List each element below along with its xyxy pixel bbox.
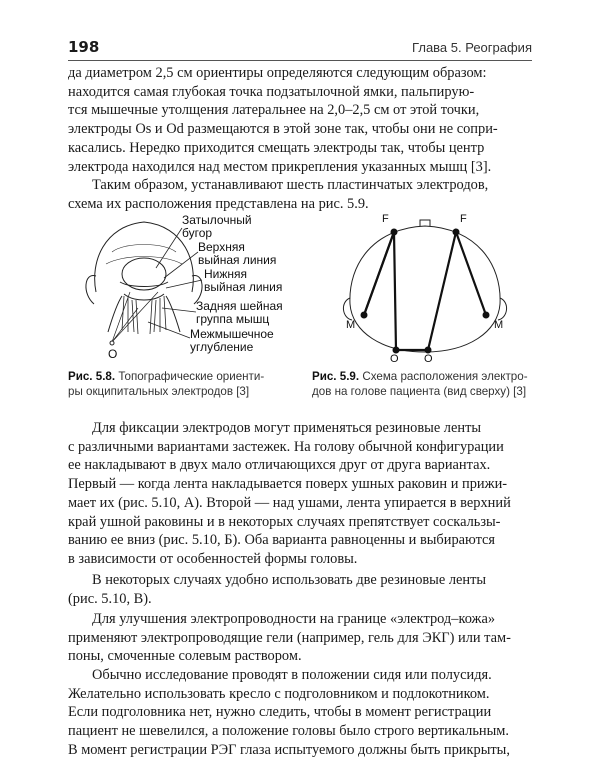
label-neck-1: Задняя шейная bbox=[196, 299, 283, 313]
caption-label: Рис. 5.9. bbox=[312, 370, 360, 383]
label-inter-1: Межмышечное bbox=[190, 327, 274, 341]
text-line: тся мышечные утолщения латеральнее на 2,0–2,5 см от этой точки, bbox=[68, 102, 480, 119]
running-head: Глава 5. Реография bbox=[412, 40, 532, 55]
label-electrode-o: O bbox=[108, 347, 118, 361]
electrode-m-right bbox=[483, 312, 490, 319]
electrode-dots bbox=[361, 229, 490, 354]
label-neck-2: группа мышц bbox=[196, 312, 270, 326]
text-line: Если подголовника нет, нужно следить, чтобы в момент регистрации bbox=[68, 704, 492, 721]
caption-text: Схема расположения электро- bbox=[362, 370, 528, 383]
caption-text: ры окципитальных электродов [3] bbox=[68, 384, 250, 398]
text-line: да диаметром 2,5 см ориентиры определяются следующим образом: bbox=[68, 65, 487, 81]
label-inter-2: углубление bbox=[190, 340, 254, 354]
text-line: ее накладывают в двух мало отличающихся друг от друга вариантах. bbox=[68, 457, 491, 474]
label-o-left: O bbox=[390, 353, 399, 362]
figure-5-8-caption bbox=[68, 370, 298, 399]
head-top-view bbox=[343, 220, 506, 352]
label-f-left: F bbox=[382, 213, 389, 225]
label-f-right: F bbox=[460, 213, 467, 225]
text-line: поны, смоченные солевым раствором. bbox=[68, 648, 302, 665]
paragraph-2 bbox=[68, 176, 532, 213]
text-line: мает их (рис. 5.10, А). Второй — над ушами, лента упирается в верхний bbox=[68, 494, 511, 511]
electrode-connections bbox=[364, 232, 486, 350]
page-number: 198 bbox=[68, 38, 100, 56]
text-line: (рис. 5.10, В). bbox=[68, 590, 152, 607]
label-occipital-2: бугор bbox=[182, 226, 213, 240]
text-line: схема их расположения представлена на рис. 5.9. bbox=[68, 195, 369, 212]
text-line: Для улучшения электропроводности на границе «электрод–кожа» bbox=[92, 611, 496, 627]
label-m-left: M bbox=[346, 319, 356, 331]
caption-label: Рис. 5.8. bbox=[68, 370, 116, 383]
label-occipital-1: Затылочный bbox=[182, 213, 252, 227]
electrode-f-left bbox=[391, 229, 398, 236]
text-line: в зависимости от особенностей формы головы. bbox=[68, 550, 358, 567]
figure-5-9 bbox=[330, 212, 520, 362]
text-line: касались. Нередко приходится смещать электроды так, чтобы центр bbox=[68, 139, 485, 156]
label-lower-1: Нижняя bbox=[204, 267, 248, 281]
caption-text: дов на голове пациента (вид сверху) [3] bbox=[312, 384, 527, 398]
text-line: В момент регистрации РЭГ глаза испытуемого должны быть прикрыты, bbox=[68, 741, 510, 758]
figure-5-8 bbox=[68, 212, 318, 362]
text-line: В некоторых случаях удобно использовать две резиновые ленты bbox=[92, 572, 487, 588]
paragraph-4 bbox=[68, 571, 532, 608]
text-line: ванию ее вниз (рис. 5.10, Б). Оба варианта равноценны и выбираются bbox=[68, 532, 496, 549]
label-o-right: O bbox=[424, 353, 433, 362]
label-upper-1: Верхняя bbox=[198, 240, 245, 254]
text-line: пациент не шевелился, а положение головы было строго вертикальным. bbox=[68, 723, 509, 740]
paragraph-1 bbox=[68, 64, 532, 176]
text-line: край ушной раковины и в некоторых случаях препятствует соскальзы- bbox=[68, 513, 501, 530]
text-line: электроды Os и Od размещаются в этой зоне так, чтобы они не сопри- bbox=[68, 121, 498, 138]
text-line: находится самая глубокая точка подзатылочной ямки, пальпирую- bbox=[68, 83, 475, 100]
label-m-right: M bbox=[494, 319, 504, 331]
header-rule bbox=[68, 60, 532, 61]
leader-lines bbox=[148, 228, 202, 338]
caption-text: Топографические ориенти- bbox=[118, 370, 265, 383]
text-line: Для фиксации электродов могут применяться резиновые ленты bbox=[92, 420, 482, 436]
text-line: применяют электропроводящие гели (например, гель для ЭКГ) или там- bbox=[68, 629, 511, 646]
electrode-m-left bbox=[361, 312, 368, 319]
text-line: с различными вариантами застежек. На голову обычной конфигурации bbox=[68, 438, 504, 455]
electrode-f-right bbox=[453, 229, 460, 236]
page-header bbox=[68, 38, 532, 58]
paragraph-3 bbox=[68, 419, 532, 569]
text-line: Обычно исследование проводят в положении сидя или полусидя. bbox=[92, 667, 492, 683]
label-lower-2: выйная линия bbox=[204, 280, 283, 294]
text-line: Желательно использовать кресло с подголовником и подлокотником. bbox=[68, 685, 490, 702]
figure-5-9-caption bbox=[312, 370, 537, 399]
paragraph-6 bbox=[68, 666, 532, 760]
text-line: Первый — когда лента накладывается поверх ушных раковин и прижи- bbox=[68, 476, 508, 493]
text-line: электрода находился над местом прикрепления указанных мышц [3]. bbox=[68, 158, 492, 175]
label-upper-2: выйная линия bbox=[198, 253, 277, 267]
text-line: Таким образом, устанавливают шесть пластинчатых электродов, bbox=[92, 177, 489, 193]
paragraph-5 bbox=[68, 610, 532, 666]
